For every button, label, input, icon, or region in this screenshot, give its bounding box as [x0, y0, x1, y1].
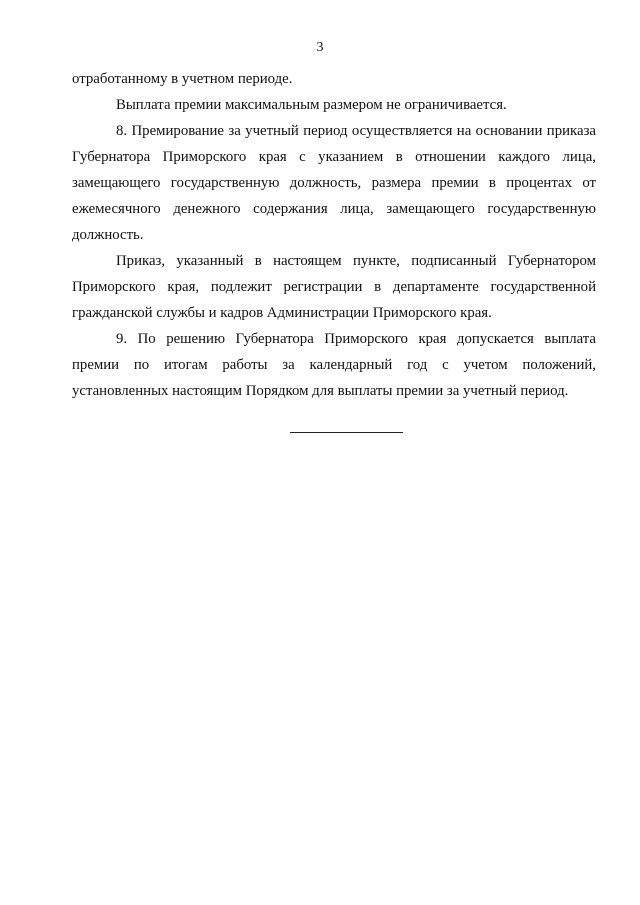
- paragraph-max-bonus: Выплата премии максимальным размером не ограничивается.: [116, 97, 507, 113]
- document-body: [72, 66, 596, 404]
- page-number: 3: [316, 40, 324, 55]
- paragraph-order-registration: Приказ, указанный в настоящем пункте, подписанный Губернатором Приморского края, подлежит регистрации в департаменте государственной гражданской службы и кадров Администрации Приморского края.: [72, 253, 596, 321]
- paragraph-item-9: 9. По решению Губернатора Приморского края допускается выплата премии по итогам работы за календарный год с учетом положений, установленных настоящим Порядком для выплаты премии за учетный период.: [72, 331, 596, 399]
- end-separator-line: [290, 432, 403, 433]
- paragraph-continuation: отработанному в учетном периоде.: [72, 71, 293, 87]
- paragraph-item-8: 8. Премирование за учетный период осуществляется на основании приказа Губернатора Приморского края с указанием в отношении каждого лица, замещающего государственную должность, размера премии в процентах от ежемесячного денежного содержания лица, замещающего государственную должность.: [72, 123, 596, 243]
